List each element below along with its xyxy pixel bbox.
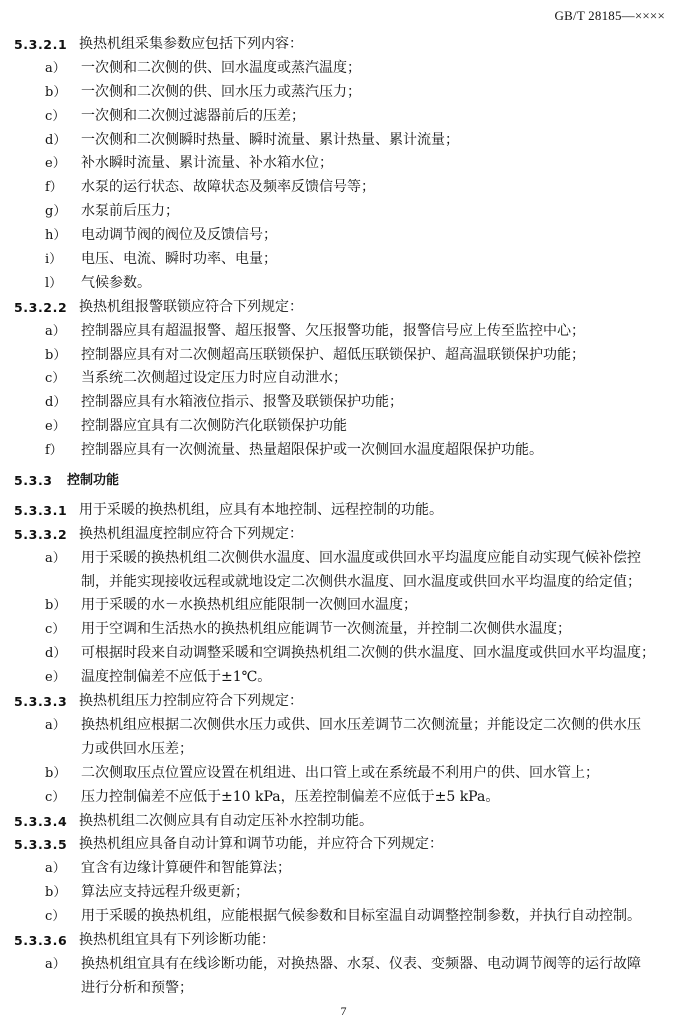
list-item <box>0 666 687 690</box>
clause-number: 5.3.3.4 <box>14 813 68 829</box>
list-item-text: 电动调节阀的阀位及反馈信号； <box>81 227 277 244</box>
clause-number: 5.3.2.1 <box>14 37 68 52</box>
list-item-text: 换热机组应根据二次侧供水压力或供、回水压差调节二次侧流量；并能设定二次侧的供水压 <box>81 716 641 733</box>
list-item-text: 用于采暖的水－水换热机组应能限制一次侧回水温度； <box>81 597 417 614</box>
list-item-text: 气候参数。 <box>81 274 151 291</box>
list-item-continuation <box>0 977 687 1001</box>
list-item <box>0 57 687 81</box>
clause-number: 5.3.3.1 <box>14 502 68 518</box>
clause-heading <box>0 523 687 547</box>
clause-text: 换热机组报警联锁应符合下列规定： <box>79 298 303 315</box>
list-item-text: 力或供回水压差； <box>81 740 193 757</box>
list-item-text: 一次侧和二次侧瞬时热量、瞬时流量、累计热量、累计流量； <box>81 131 459 148</box>
list-item <box>0 200 687 224</box>
section-title: 控制功能 <box>67 473 120 489</box>
list-item-label: g） <box>45 204 67 220</box>
list-item <box>0 881 687 905</box>
list-item-text: 控制器应具有一次侧流量、热量超限保护或一次侧回水温度超限保护功能。 <box>81 442 543 459</box>
list-item-text: 宜含有边缘计算硬件和智能算法； <box>81 860 291 877</box>
clause-heading <box>0 810 687 834</box>
list-item-label: b） <box>45 765 67 781</box>
list-item <box>0 857 687 881</box>
list-item <box>0 415 687 439</box>
clause-number: 5.3.3.2 <box>14 526 68 542</box>
list-item-text: 算法应支持远程升级更新； <box>81 884 249 901</box>
list-item-continuation <box>0 738 687 762</box>
list-item-label: i） <box>45 252 63 268</box>
list-item-text: 可根据时段来自动调整采暖和空调换热机组二次侧的供水温度、回水温度或供回水平均温度； <box>81 645 655 662</box>
list-item-text: 一次侧和二次侧的供、回水压力或蒸汽压力； <box>81 83 361 100</box>
list-item-text: 补水瞬时流量、累计流量、补水箱水位； <box>81 155 333 172</box>
list-item-text: 温度控制偏差不应低于±1℃。 <box>81 669 272 686</box>
clause-text: 换热机组采集参数应包括下列内容： <box>79 36 303 52</box>
clause-number: 5.3.3.5 <box>14 837 68 853</box>
list-item <box>0 786 687 810</box>
clause-heading <box>0 499 687 523</box>
list-item-label: l） <box>45 275 63 291</box>
list-item <box>0 618 687 642</box>
list-item-text: 用于采暖的换热机组二次侧供水温度、回水温度或供回水平均温度应能自动实现气候补偿控 <box>81 549 641 566</box>
clause-text: 换热机组二次侧应具有自动定压补水控制功能。 <box>79 812 373 829</box>
list-item-text: 当系统二次侧超过设定压力时应自动泄水； <box>81 370 347 387</box>
list-item <box>0 81 687 105</box>
list-item-label: c） <box>45 622 66 638</box>
list-item-text: 一次侧和二次侧过滤器前后的压差； <box>81 107 305 124</box>
list-item <box>0 439 687 463</box>
list-item-label: c） <box>45 789 66 805</box>
list-item <box>0 594 687 618</box>
list-item <box>0 344 687 368</box>
list-item <box>0 129 687 153</box>
document-body <box>0 33 687 1001</box>
clause-number: 5.3.2.2 <box>14 299 68 315</box>
list-item-text: 一次侧和二次侧的供、回水温度或蒸汽温度； <box>81 59 361 76</box>
list-item-label: a） <box>45 956 66 972</box>
list-item-text: 压力控制偏差不应低于±10 kPa，压差控制偏差不应低于±5 kPa。 <box>81 788 500 805</box>
list-item <box>0 391 687 415</box>
list-item-text: 用于采暖的换热机组，应能根据气候参数和目标室温自动调整控制参数，并执行自动控制。 <box>81 908 641 925</box>
list-item <box>0 248 687 272</box>
clause-text: 换热机组应具备自动计算和调节功能，并应符合下列规定： <box>79 836 443 853</box>
list-item-text: 控制器应具有超温报警、超压报警、欠压报警功能，报警信号应上传至监控中心； <box>81 322 585 339</box>
clause-heading <box>0 929 687 953</box>
list-item-label: e） <box>45 670 66 686</box>
list-item-continuation <box>0 571 687 595</box>
list-item-label: e） <box>45 419 66 435</box>
clause-heading <box>0 296 687 320</box>
section-heading <box>0 469 687 493</box>
clause-heading <box>0 833 687 857</box>
list-item-text: 控制器应具有水箱液位指示、报警及联锁保护功能； <box>81 394 403 411</box>
clause-number: 5.3.3.6 <box>14 932 68 948</box>
list-item-label: d） <box>45 646 67 662</box>
list-item-label: e） <box>45 156 66 172</box>
list-item-label: b） <box>45 84 67 100</box>
list-item-text: 水泵的运行状态、故障状态及频率反馈信号等； <box>81 179 375 196</box>
list-item <box>0 272 687 296</box>
list-item-text: 制，并能实现接收远程或就地设定二次侧供水温度、回水温度或供回水平均温度的给定值； <box>81 573 641 590</box>
list-item-text: 二次侧取压点位置应设置在机组进、出口管上或在系统最不利用户的供、回水管上； <box>81 764 599 781</box>
clause-text: 换热机组温度控制应符合下列规定： <box>79 525 303 542</box>
list-item <box>0 105 687 129</box>
list-item <box>0 320 687 344</box>
list-item-label: a） <box>45 323 66 339</box>
list-item-label: b） <box>45 885 67 901</box>
list-item-label: f） <box>45 443 63 459</box>
list-item-label: a） <box>45 717 66 733</box>
list-item-text: 水泵前后压力； <box>81 203 179 220</box>
list-item-text: 进行分析和预警； <box>81 979 193 996</box>
clause-heading <box>0 690 687 714</box>
list-item-label: f） <box>45 180 63 196</box>
list-item-label: c） <box>45 371 66 387</box>
list-item-label: d） <box>45 132 67 148</box>
list-item-label: c） <box>45 108 66 124</box>
clause-text: 用于采暖的换热机组，应具有本地控制、远程控制的功能。 <box>79 501 443 518</box>
list-item-label: a） <box>45 861 66 877</box>
list-item-text: 控制器应具有对二次侧超高压联锁保护、超低压联锁保护、超高温联锁保护功能； <box>81 346 585 363</box>
clause-heading <box>0 33 687 57</box>
list-item <box>0 714 687 738</box>
list-item-label: h） <box>45 228 67 244</box>
list-item <box>0 367 687 391</box>
list-item <box>0 224 687 248</box>
list-item <box>0 905 687 929</box>
section-number: 5.3.3 <box>14 473 53 489</box>
list-item <box>0 762 687 786</box>
clause-text: 换热机组宜具有下列诊断功能： <box>79 931 275 948</box>
page-number: 7 <box>340 1004 347 1018</box>
list-item-text: 电压、电流、瞬时功率、电量； <box>81 251 277 268</box>
list-item-text: 控制器应宜具有二次侧防汽化联锁保护功能 <box>81 418 347 435</box>
list-item-label: a） <box>45 60 66 76</box>
list-item-label: c） <box>45 909 66 925</box>
list-item <box>0 547 687 571</box>
list-item-text: 换热机组宜具有在线诊断功能，对换热器、水泵、仪表、变频器、电动调节阀等的运行故障 <box>81 955 641 972</box>
list-item-text: 用于空调和生活热水的换热机组应能调节一次侧流量，并控制二次侧供水温度； <box>81 621 571 638</box>
clause-text: 换热机组压力控制应符合下列规定： <box>79 693 303 710</box>
list-item <box>0 953 687 977</box>
list-item-label: d） <box>45 395 67 411</box>
list-item-label: b） <box>45 347 67 363</box>
list-item <box>0 642 687 666</box>
standard-code-header: GB/T 28185—×××× <box>554 8 665 23</box>
list-item-label: b） <box>45 598 67 614</box>
list-item-label: a） <box>45 550 66 566</box>
clause-number: 5.3.3.3 <box>14 694 68 710</box>
list-item <box>0 176 687 200</box>
list-item <box>0 152 687 176</box>
